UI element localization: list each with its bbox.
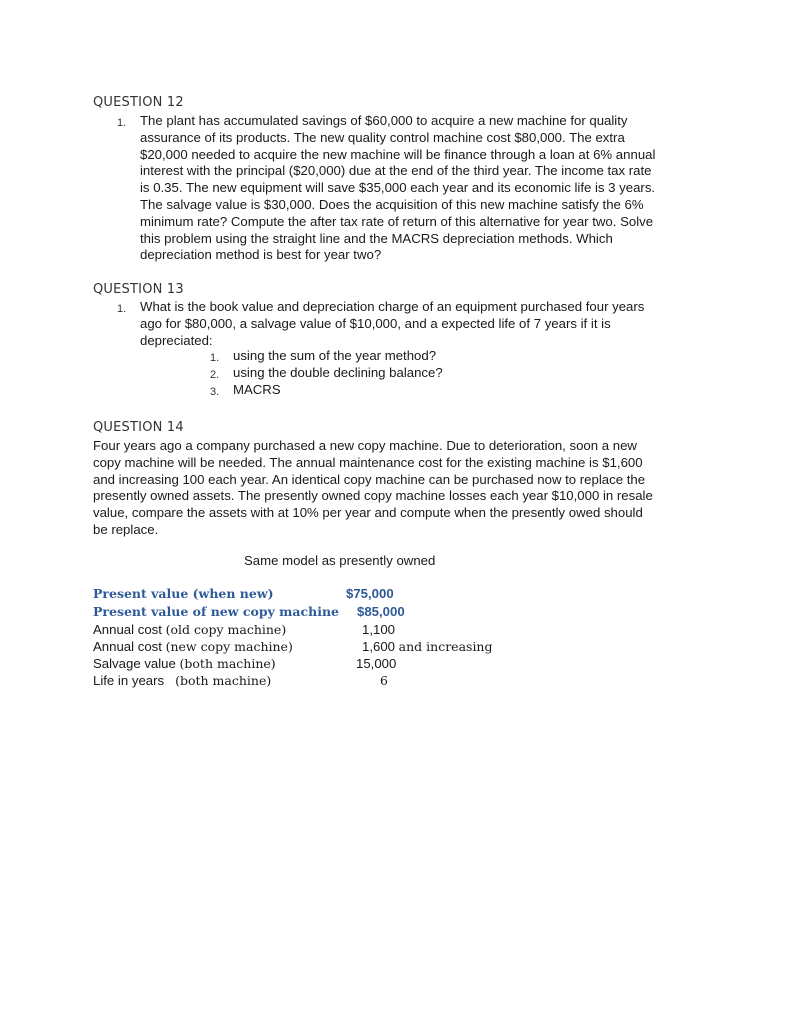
q12-line: $20,000 needed to acquire the new machine will be finance through a loan at 6% annual [140, 146, 656, 162]
table-row [93, 639, 513, 656]
table-row [93, 622, 513, 639]
row-label-detail: (old copy machine) [165, 622, 287, 637]
q14-line: be replace. [93, 521, 159, 537]
q12-line: The salvage value is $30,000. Does the acquisition of this new machine satisfy the 6% [140, 196, 644, 212]
question-12-heading: QUESTION 12 [93, 95, 184, 110]
q13-subitem-text: MACRS [233, 382, 281, 397]
q12-line: The plant has accumulated savings of $60,000 to acquire a new machine for quality [140, 113, 628, 128]
row-label [93, 639, 293, 654]
row-value [362, 639, 493, 654]
q14-line: copy machine will be needed. The annual maintenance cost for the existing machine is $1,600 [93, 454, 643, 470]
q13-subitem-number: 2. [210, 369, 220, 381]
row-value: 6 [380, 673, 388, 688]
q13-subitem-text: using the double declining balance? [233, 365, 443, 380]
row-label-main: Annual cost [93, 639, 166, 654]
row-value: 1,100 [362, 622, 396, 637]
row-label-main: Annual cost [93, 622, 166, 637]
q13-line: What is the book value and depreciation charge of an equipment purchased four years [140, 299, 645, 314]
row-label: Present value (when new) [93, 586, 274, 601]
q13-subitem-number: 3. [210, 386, 220, 398]
q12-item-number: 1. [117, 117, 127, 129]
q14-line: presently owned assets. The presently owned copy machine losses each year $10,000 in resale [93, 488, 653, 504]
q12-paragraph [140, 113, 655, 264]
q14-line: value, compare the assets with at 10% per year and compute when the presently owed should [93, 505, 643, 521]
row-label-main: Life in years [93, 673, 176, 688]
table-row [93, 586, 513, 603]
row-label-detail: (new copy machine) [165, 639, 293, 654]
q14-paragraph [93, 438, 653, 539]
row-label-main: Salvage value [93, 656, 180, 671]
q12-line: depreciation method is best for year two? [140, 247, 382, 263]
table-row [93, 656, 513, 673]
row-value: $75,000 [346, 586, 394, 601]
q13-line: depreciated: [140, 332, 213, 348]
q13-line: ago for $80,000, a salvage value of $10,000, and a expected life of 7 years if it is [140, 315, 611, 331]
q13-subitem-text: using the sum of the year method? [233, 348, 437, 363]
row-label [93, 622, 286, 637]
row-value: $85,000 [357, 604, 405, 619]
q12-line: this problem using the straight line and the MACRS depreciation methods. Which [140, 230, 613, 246]
q12-line: assurance of its products. The new quality control machine cost $80,000. The extra [140, 129, 625, 145]
table-row [93, 604, 513, 621]
q13-subitem-number: 1. [210, 352, 220, 364]
q14-line: Four years ago a company purchased a new copy machine. Due to deterioration, soon a new [93, 438, 637, 453]
row-label-detail: (both machine) [175, 673, 272, 688]
q13-item-number: 1. [117, 303, 127, 315]
q12-line: interest with the principal ($20,000) due at the end of the third year. The income tax rate [140, 163, 652, 179]
q12-line: minimum rate? Compute the after tax rate of return of this alternative for year two. Solve [140, 213, 654, 229]
row-value-main: 1,600 [362, 639, 399, 654]
row-label [93, 656, 276, 671]
row-label-detail: (both machine) [179, 656, 276, 671]
row-label: Present value of new copy machine [93, 604, 339, 619]
question-13-heading: QUESTION 13 [93, 282, 184, 297]
q14-line: and increasing 100 each year. An identical copy machine can be purchased now to replace the [93, 471, 646, 487]
table-caption: Same model as presently owned [244, 553, 436, 568]
table-row [93, 673, 513, 690]
q13-paragraph [140, 299, 644, 349]
row-value-detail: and increasing [398, 639, 493, 654]
row-label [93, 673, 271, 688]
question-14-heading: QUESTION 14 [93, 420, 184, 435]
row-value: 15,000 [356, 656, 397, 671]
q12-line: is 0.35. The new equipment will save $35,000 each year and its economic life is 3 years. [140, 180, 656, 196]
